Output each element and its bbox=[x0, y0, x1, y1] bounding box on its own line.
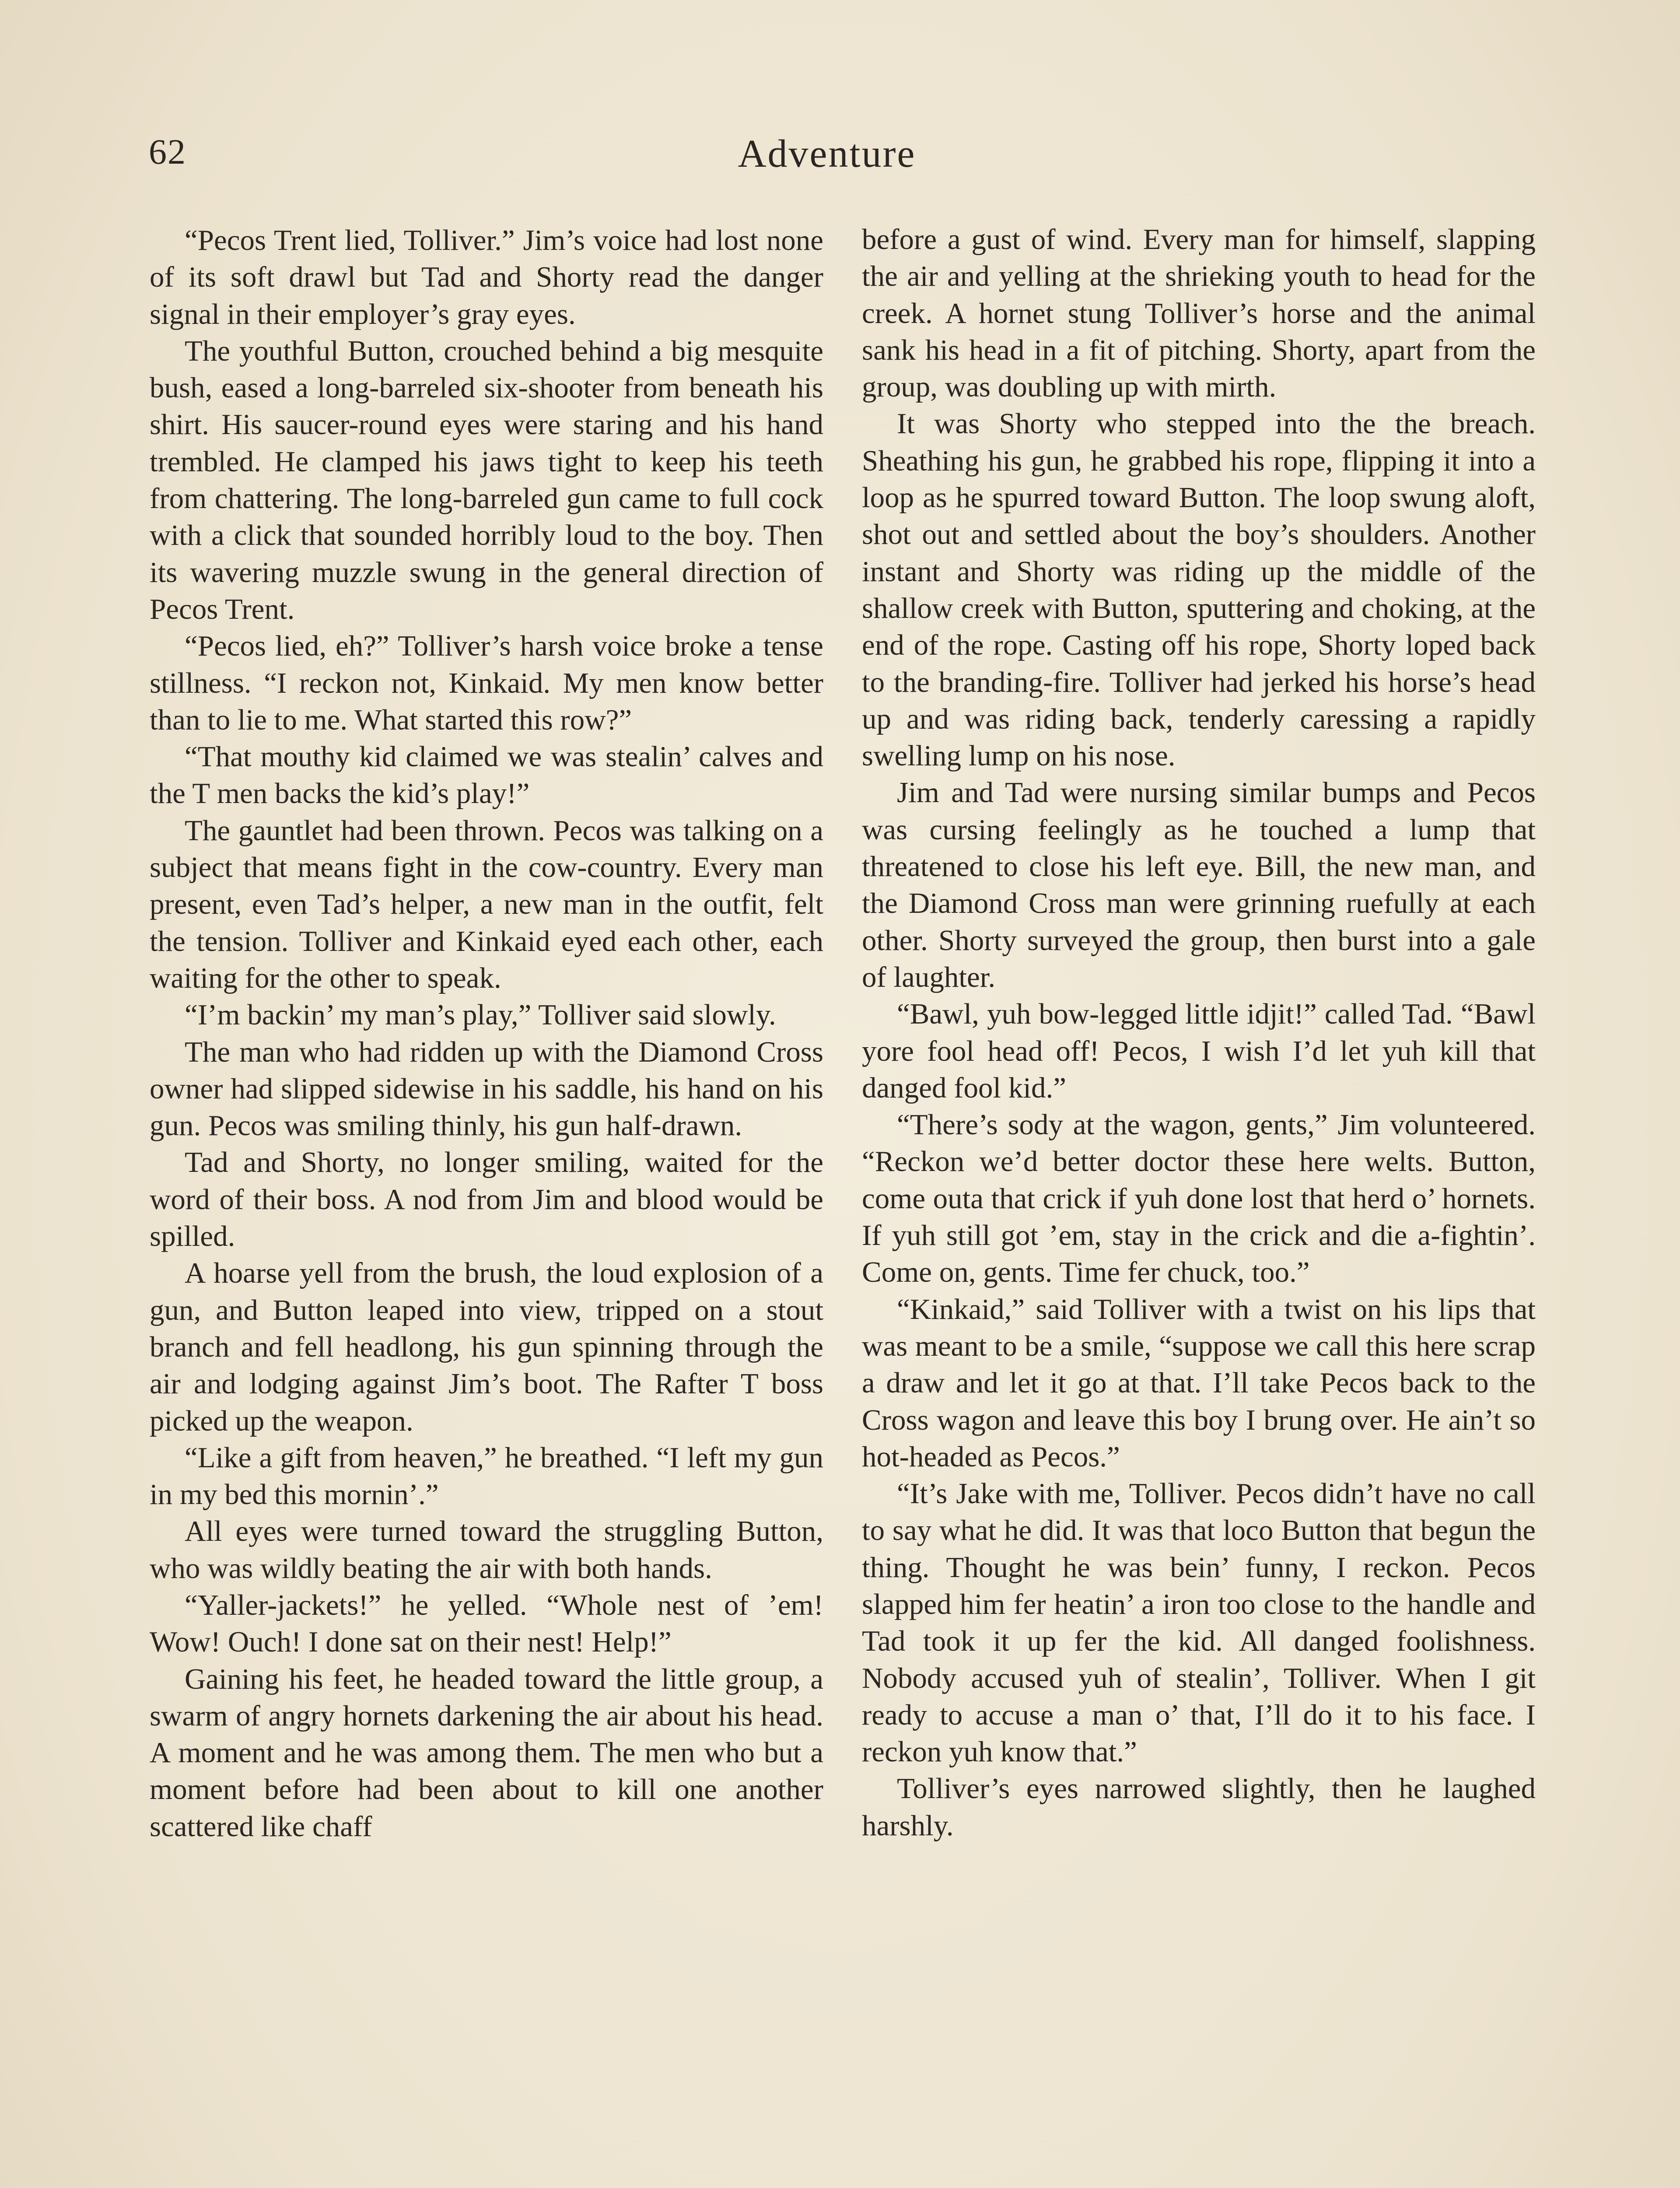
paragraph: “I’m backin’ my man’s play,” Tolliver said slowly. bbox=[185, 999, 776, 1031]
paragraph: The gauntlet had been thrown. Pecos was talking on a subject that means fight in the cow-country. Every man present, even Tad’s helper, a new man in the outfit, felt the tension. Tolliver and Kinkaid eyed each other, each waiting for the other to speak. bbox=[150, 814, 823, 994]
paragraph: “Yaller-jackets!” he yelled. “Whole nest of ’em! Wow! Ouch! I done sat on their nest! Help!” bbox=[150, 1588, 823, 1659]
paragraph: Tolliver’s eyes narrowed slightly, then he laughed harshly. bbox=[862, 1772, 1536, 1842]
paragraph: “Like a gift from heaven,” he breathed. “I left my gun in my bed this mornin’.” bbox=[150, 1441, 823, 1511]
paragraph: The man who had ridden up with the Diamond Cross owner had slipped sidewise in his saddle, his hand on his gun. Pecos was smiling thinly, his gun half-drawn. bbox=[150, 1035, 823, 1142]
paragraph: “Pecos lied, eh?” Tolliver’s harsh voice broke a tense stillness. “I reckon not, Kinkaid. My men know better than to lie to me. What started this row?” bbox=[150, 630, 823, 736]
page-header bbox=[149, 131, 1505, 184]
paragraph: Tad and Shorty, no longer smiling, waited for the word of their boss. A nod from Jim and blood would be spilled. bbox=[150, 1146, 823, 1253]
left-column bbox=[150, 221, 823, 2188]
paragraph: All eyes were turned toward the struggling Button, who was wildly beating the air with both hands. bbox=[150, 1515, 823, 1585]
paragraph: “It’s Jake with me, Tolliver. Pecos didn’t have no call to say what he did. It was that loco Button that begun the thing. Thought he was bein’ funny, I reckon. Pecos slapped him fer heatin’ a iron too close to the handle and Tad took it up fer the kid. All danged foolishness. Nobody accused yuh of stealin’, Tolliver. When I git ready to accuse a man o’ that, I’ll do it to his face. I reckon yuh know that.” bbox=[862, 1477, 1536, 1768]
paragraph: “Pecos Trent lied, Tolliver.” Jim’s voice had lost none of its soft drawl but Tad and Shorty read the danger signal in their employer’s gray eyes. bbox=[150, 224, 823, 330]
paragraph: “There’s sody at the wagon, gents,” Jim volunteered. “Reckon we’d better doctor these here welts. Button, come outa that crick if yuh done lost that herd o’ hornets. If yuh still got ’em, stay in the crick and die a-fightin’. Come on, gents. Time fer chuck, too.” bbox=[862, 1108, 1536, 1289]
paragraph: It was Shorty who stepped into the the breach. Sheathing his gun, he grabbed his rope, flipping it into a loop as he spurred toward Button. The loop swung aloft, shot out and settled about the boy’s shoulders. Another instant and Shorty was riding up the middle of the shallow creek with Button, sputtering and choking, at the end of the rope. Casting off his rope, Shorty loped back to the branding-fire. Tolliver had jerked his horse’s head up and was riding back, tenderly caressing a rapidly swelling lump on his nose. bbox=[862, 407, 1536, 772]
paragraph: “That mouthy kid claimed we was stealin’ calves and the T men backs the kid’s play!” bbox=[150, 740, 823, 810]
right-column bbox=[862, 221, 1536, 2188]
text-columns bbox=[150, 221, 1540, 2188]
paragraph: “Kinkaid,” said Tolliver with a twist on his lips that was meant to be a smile, “suppose we call this here scrap a draw and let it go at that. I’ll take Pecos back to the Cross wagon and leave this boy I brung over. He ain’t so hot-headed as Pecos.” bbox=[862, 1293, 1536, 1473]
paragraph: Gaining his feet, he headed toward the little group, a swarm of angry hornets darkening the air about his head. A moment and he was among them. The men who but a moment before had been about to kill one another scattered like chaff bbox=[150, 1662, 823, 1843]
paragraph: A hoarse yell from the brush, the loud explosion of a gun, and Button leaped into view, tripped on a stout branch and fell headlong, his gun spinning through the air and lodging against Jim’s boot. The Rafter T boss picked up the weapon. bbox=[150, 1257, 823, 1437]
running-title: Adventure bbox=[738, 132, 916, 175]
paragraph: before a gust of wind. Every man for himself, slapping the air and yelling at the shrieking youth to head for the creek. A hornet stung Tolliver’s horse and the animal sank his head in a fit of pitching. Shorty, apart from the group, was doubling up with mirth. bbox=[862, 223, 1536, 403]
paragraph: “Bawl, yuh bow-legged little idjit!” called Tad. “Bawl yore fool head off! Pecos, I wish I’d let yuh kill that danged fool kid.” bbox=[862, 998, 1536, 1104]
paragraph: The youthful Button, crouched behind a big mesquite bush, eased a long-barreled six-shooter from beneath his shirt. His saucer-round eyes were staring and his hand trembled. He clamped his jaws tight to keep his teeth from chattering. The long-barreled gun came to full cock with a click that sounded horribly loud to the boy. Then its wavering muzzle swung in the general direction of Pecos Trent. bbox=[150, 334, 823, 625]
paragraph: Jim and Tad were nursing similar bumps and Pecos was cursing feelingly as he touched a lump that threatened to close his left eye. Bill, the new man, and the Diamond Cross man were grinning ruefully at each other. Shorty surveyed the group, then burst into a gale of laughter. bbox=[862, 776, 1536, 993]
page-number: 62 bbox=[149, 132, 186, 172]
